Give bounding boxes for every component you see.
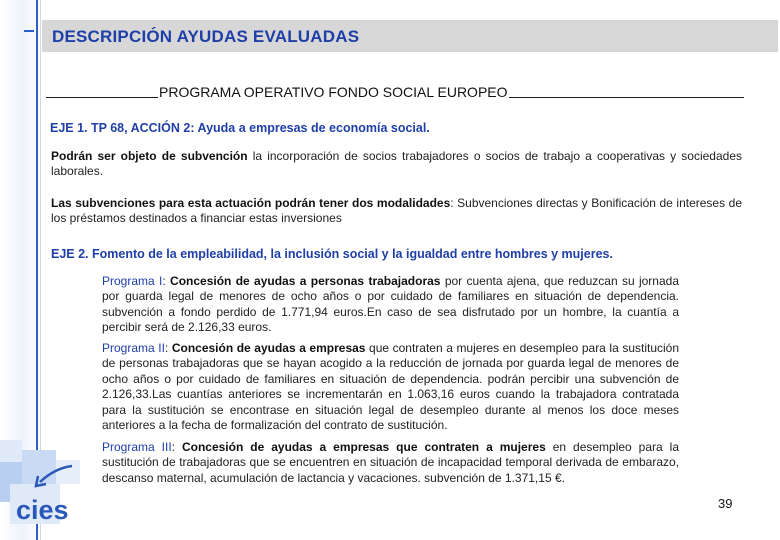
program-title: PROGRAMA OPERATIVO FONDO SOCIAL EUROPEO xyxy=(159,84,508,100)
eje1-paragraph-2 xyxy=(51,196,742,227)
eje1-p1-bold: Podrán ser objeto de subvención xyxy=(51,149,248,163)
programa-2-sep: : xyxy=(164,341,172,355)
eje1-heading: EJE 1. TP 68, ACCIÓN 2: Ayuda a empresas de economía social. xyxy=(50,121,430,135)
programa-2-paragraph xyxy=(102,341,679,433)
programa-2-text: que contraten a mujeres en desempleo para la sustitución de personas trabajadoras que se hayan acogido a la reducción de jornada por guarda legal de menores de ocho años o por cuidado de familiares en situación de dependencia. podrán percibir una subvención de 2.126,33.Las cuantías anteriores se incrementarán en 1.063,16 euros cuando la trabajadora contratada para la sustitución se encontrase en situación legal de desempleo durante al menos los doce meses anteriores a la fecha de formalización del contrato de sustitución. xyxy=(102,341,680,433)
programa-3-paragraph xyxy=(102,440,679,486)
cies-logo xyxy=(0,440,100,540)
title-bar xyxy=(42,20,778,52)
programa-1-label: Programa I xyxy=(102,274,163,288)
eje1-p2-bold: Las subvenciones para esta actuación podrán tener dos modalidades xyxy=(51,196,451,210)
logo-text: cies xyxy=(16,495,69,525)
programa-1-paragraph xyxy=(102,274,679,336)
programa-2-bold: Concesión de ayudas a empresas xyxy=(171,341,366,355)
programa-3-sep: : xyxy=(171,440,182,454)
eje1-paragraph-1 xyxy=(51,149,742,180)
eje1-p2-text: : Subvenciones directas y Bonificación de intereses de los préstamos destinados a financiar estas inversiones xyxy=(51,196,743,226)
page-title: DESCRIPCIÓN AYUDAS EVALUADAS xyxy=(52,27,360,46)
program-rule-right xyxy=(509,97,744,98)
programa-1-bold: Concesión de ayudas a personas trabajadoras xyxy=(170,274,441,288)
eje1-p1-text: la incorporación de socios trabajadores o socios de trabajo a cooperativas y sociedades laborales. xyxy=(51,149,742,179)
program-heading xyxy=(46,82,744,100)
programa-1-sep: : xyxy=(162,274,171,288)
programa-3-label: Programa III xyxy=(102,440,172,454)
programa-1-text: por cuenta ajena, que reduzcan su jornada por guarda legal de menores de ocho años o por cuidado de familiares en situación de dependencia. subvención a fondo perdido de 1.771,94 euros.En caso de sea disfrutado por un hombre, la cuantía a percibir será de 2.126,33 euros. xyxy=(102,274,679,335)
programa-2-label: Programa II xyxy=(102,341,165,355)
corner-dash xyxy=(24,30,34,32)
eje2-heading: EJE 2. Fomento de la empleabilidad, la inclusión social y la igualdad entre hombres y mujeres. xyxy=(51,247,613,261)
page-number: 39 xyxy=(718,496,733,511)
programa-3-bold: Concesión de ayudas a empresas que contraten a mujeres xyxy=(181,440,546,454)
program-rule-left xyxy=(46,97,158,98)
programa-3-text: en desempleo para la sustitución de trabajadoras que se encuentren en situación de incapacidad temporal derivada de embarazo, descanso maternal, acumulación de lactancia y vacaciones. subvención de 1.371,15 €. xyxy=(102,440,679,485)
